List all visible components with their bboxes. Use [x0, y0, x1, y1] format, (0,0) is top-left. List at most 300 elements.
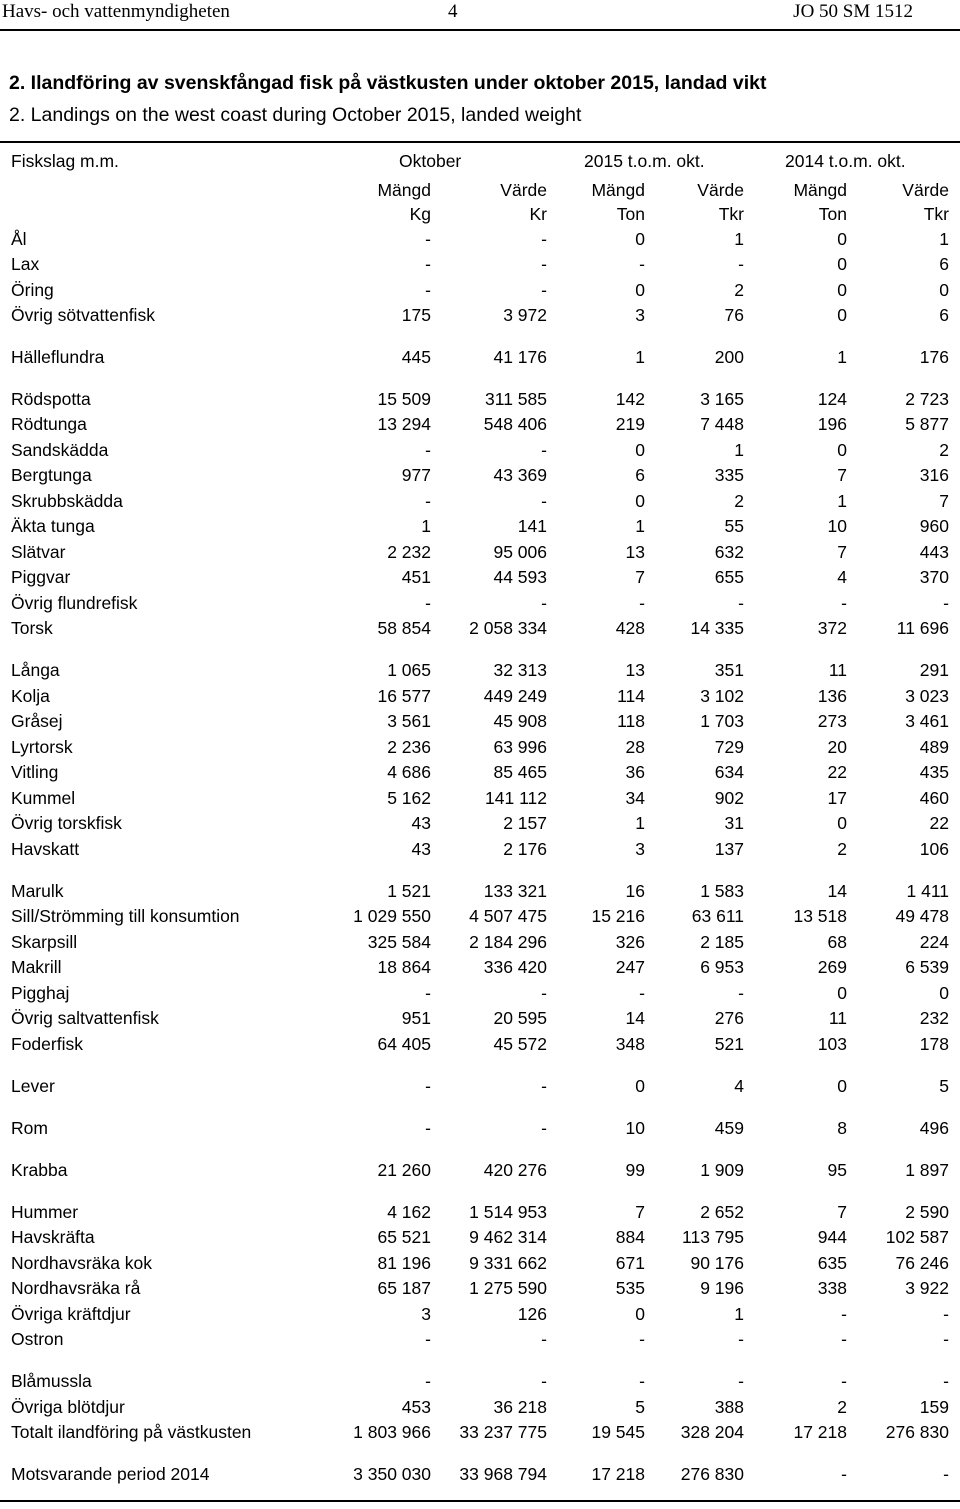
table-cell: 269	[817, 957, 847, 977]
table-cell: 176	[919, 347, 949, 367]
table-cell: -	[541, 229, 547, 249]
table-row	[0, 737, 960, 761]
table-cell: 428	[615, 618, 645, 638]
table-cell: -	[738, 593, 744, 613]
table-cell: 489	[919, 737, 949, 757]
table-cell: 6	[939, 254, 949, 274]
table-cell: 63 996	[493, 737, 547, 757]
table-cell: 17 218	[591, 1464, 645, 1484]
table-cell: -	[841, 1304, 847, 1324]
unit-header: Ton	[818, 204, 847, 224]
row-label: Krabba	[11, 1160, 68, 1180]
row-label: Piggvar	[11, 567, 71, 587]
table-row	[0, 983, 960, 1007]
table-cell: -	[943, 1329, 949, 1349]
table-cell: 7 448	[700, 414, 744, 434]
table-cell: -	[943, 1464, 949, 1484]
row-label: Gråsej	[11, 711, 63, 731]
table-row	[0, 932, 960, 956]
table-cell: -	[639, 1371, 645, 1391]
table-cell: 336 420	[483, 957, 547, 977]
row-label: Vitling	[11, 762, 59, 782]
table-cell: -	[943, 1371, 949, 1391]
table-cell: 10	[827, 516, 847, 536]
table-cell: 10	[625, 1118, 645, 1138]
unit-header: Kg	[409, 204, 431, 224]
table-cell: 14	[625, 1008, 645, 1028]
table-cell: 5 877	[905, 414, 949, 434]
row-label: Hälleflundra	[11, 347, 105, 367]
table-cell: 0	[837, 440, 847, 460]
table-cell: 11	[828, 660, 847, 680]
table-cell: 535	[615, 1278, 645, 1298]
table-cell: 1	[837, 491, 847, 511]
table-cell: 0	[837, 280, 847, 300]
table-cell: -	[425, 983, 431, 1003]
table-cell: 55	[724, 516, 744, 536]
table-cell: -	[541, 1118, 547, 1138]
table-cell: 2 058 334	[469, 618, 547, 638]
table-cell: 22	[827, 762, 847, 782]
table-row	[0, 280, 960, 304]
table-cell: 453	[401, 1397, 431, 1417]
table-cell: 34	[625, 788, 645, 808]
table-cell: -	[738, 983, 744, 1003]
table-cell: 175	[401, 305, 431, 325]
table-cell: 90 176	[690, 1253, 744, 1273]
row-label: Kolja	[11, 686, 50, 706]
table-row	[0, 542, 960, 566]
table-cell: 4 507 475	[469, 906, 547, 926]
table-cell: 944	[817, 1227, 847, 1247]
table-cell: 276 830	[680, 1464, 744, 1484]
table-cell: 21 260	[377, 1160, 431, 1180]
table-cell: 7	[635, 1202, 645, 1222]
table-cell: 0	[635, 1304, 645, 1324]
row-label: Marulk	[11, 881, 64, 901]
table-cell: 76 246	[895, 1253, 949, 1273]
table-row	[0, 389, 960, 413]
table-cell: 28	[625, 737, 645, 757]
table-cell: 118	[617, 711, 645, 731]
table-cell: 20	[827, 737, 847, 757]
table-top-rule	[0, 141, 960, 143]
table-cell: 1 803 966	[353, 1422, 431, 1442]
table-row	[0, 1118, 960, 1142]
table-cell: 460	[919, 788, 949, 808]
table-cell: 11 696	[896, 618, 949, 638]
table-cell: -	[425, 280, 431, 300]
table-cell: 902	[714, 788, 744, 808]
row-label: Äkta tunga	[11, 516, 95, 536]
table-row	[0, 1304, 960, 1328]
table-cell: 43	[411, 813, 431, 833]
table-cell: 5	[635, 1397, 645, 1417]
table-row	[0, 1160, 960, 1184]
table-cell: 496	[919, 1118, 949, 1138]
table-cell: 325 584	[367, 932, 431, 952]
row-label: Övrig flundrefisk	[11, 593, 138, 613]
table-cell: 4	[837, 567, 847, 587]
row-label: Skarpsill	[11, 932, 78, 952]
row-label: Torsk	[11, 618, 53, 638]
table-cell: 1	[734, 229, 744, 249]
table-cell: -	[425, 1329, 431, 1349]
table-cell: 632	[714, 542, 744, 562]
measure-header: Mängd	[793, 180, 847, 200]
table-cell: 13 294	[377, 414, 431, 434]
table-cell: 960	[919, 516, 949, 536]
table-cell: 1	[421, 516, 431, 536]
row-label: Sandskädda	[11, 440, 109, 460]
table-cell: 2 157	[503, 813, 547, 833]
table-cell: 219	[615, 414, 645, 434]
table-cell: -	[841, 1329, 847, 1349]
table-cell: 13	[625, 660, 645, 680]
table-cell: 3	[635, 305, 645, 325]
table-cell: 5 162	[387, 788, 431, 808]
table-cell: 1 897	[905, 1160, 949, 1180]
table-cell: -	[425, 440, 431, 460]
table-cell: 634	[714, 762, 744, 782]
table-cell: 443	[919, 542, 949, 562]
row-label: Lyrtorsk	[11, 737, 73, 757]
row-label: Sill/Strömming till konsumtion	[11, 906, 240, 926]
header-rule	[0, 29, 960, 31]
table-cell: 1 521	[387, 881, 431, 901]
table-row	[0, 229, 960, 253]
row-label: Nordhavsräka kok	[11, 1253, 153, 1273]
table-cell: 106	[919, 839, 949, 859]
unit-header: Kr	[529, 204, 547, 224]
table-cell: 43 369	[493, 465, 547, 485]
table-cell: 0	[635, 491, 645, 511]
table-cell: 435	[919, 762, 949, 782]
table-row	[0, 414, 960, 438]
table-cell: 1	[734, 440, 744, 460]
table-cell: 2 232	[387, 542, 431, 562]
table-cell: 977	[401, 465, 431, 485]
table-cell: 22	[929, 813, 949, 833]
table-cell: -	[943, 1304, 949, 1324]
table-cell: 1 065	[387, 660, 431, 680]
table-cell: 33 968 794	[459, 1464, 547, 1484]
table-row	[0, 660, 960, 684]
table-cell: 58 854	[377, 618, 431, 638]
measure-header: Mängd	[591, 180, 645, 200]
table-cell: 114	[617, 686, 645, 706]
table-cell: 1 514 953	[469, 1202, 547, 1222]
table-cell: 1	[939, 229, 949, 249]
table-cell: 7	[939, 491, 949, 511]
table-cell: 2 185	[700, 932, 744, 952]
row-label: Blåmussla	[11, 1371, 92, 1391]
row-label: Övrig saltvattenfisk	[11, 1008, 159, 1028]
table-row	[0, 305, 960, 329]
table-row	[0, 711, 960, 735]
table-cell: 2 176	[503, 839, 547, 859]
table-cell: -	[639, 254, 645, 274]
table-cell: -	[425, 1371, 431, 1391]
table-cell: -	[738, 254, 744, 274]
table-cell: 33 237 775	[459, 1422, 547, 1442]
table-cell: 0	[635, 229, 645, 249]
table-cell: 1	[734, 1304, 744, 1324]
table-row	[0, 1329, 960, 1353]
measure-header: Värde	[500, 180, 547, 200]
table-cell: 5	[939, 1076, 949, 1096]
row-label: Makrill	[11, 957, 62, 977]
table-cell: 335	[714, 465, 744, 485]
table-cell: 1 411	[906, 881, 949, 901]
table-cell: 31	[724, 813, 744, 833]
table-cell: -	[841, 1464, 847, 1484]
table-row	[0, 1422, 960, 1446]
table-cell: 0	[837, 1076, 847, 1096]
row-label: Slätvar	[11, 542, 66, 562]
table-cell: 19 545	[591, 1422, 645, 1442]
table-cell: 0	[837, 813, 847, 833]
table-row	[0, 1227, 960, 1251]
table-cell: 99	[625, 1160, 645, 1180]
table-cell: 1	[635, 516, 645, 536]
table-cell: 445	[401, 347, 431, 367]
table-row	[0, 516, 960, 540]
table-cell: 65 187	[377, 1278, 431, 1298]
row-label: Nordhavsräka rå	[11, 1278, 141, 1298]
table-cell: 3 561	[387, 711, 431, 731]
table-cell: 15 216	[591, 906, 645, 926]
table-cell: 16	[625, 881, 645, 901]
page-header	[0, 0, 960, 26]
table-cell: 20 595	[493, 1008, 547, 1028]
table-row	[0, 839, 960, 863]
table-cell: 159	[919, 1397, 949, 1417]
table-row	[0, 686, 960, 710]
table-cell: 85 465	[493, 762, 547, 782]
row-label: Hummer	[11, 1202, 79, 1222]
table-row	[0, 788, 960, 812]
table-row	[0, 1008, 960, 1032]
header-agency: Havs- och vattenmyndigheten	[2, 1, 230, 22]
table-cell: 884	[615, 1227, 645, 1247]
row-label: Skrubbskädda	[11, 491, 123, 511]
unit-header: Tkr	[718, 204, 744, 224]
row-header-label: Fiskslag m.m.	[11, 151, 119, 171]
row-label: Rom	[11, 1118, 48, 1138]
table-cell: 3 922	[905, 1278, 949, 1298]
table-cell: -	[541, 254, 547, 274]
group-header-2015-ytd: 2015 t.o.m. okt.	[584, 151, 705, 171]
table-cell: 3 102	[700, 686, 744, 706]
table-row	[0, 1202, 960, 1226]
table-cell: 4 162	[387, 1202, 431, 1222]
table-cell: 6 953	[700, 957, 744, 977]
row-label: Bergtunga	[11, 465, 92, 485]
table-cell: -	[639, 983, 645, 1003]
table-cell: -	[541, 491, 547, 511]
table-row	[0, 1076, 960, 1100]
row-label: Rödspotta	[11, 389, 91, 409]
table-cell: 7	[837, 465, 847, 485]
table-cell: 372	[817, 618, 847, 638]
header-page-number: 4	[448, 1, 458, 22]
table-cell: 14	[827, 881, 847, 901]
table-cell: 7	[837, 1202, 847, 1222]
table-cell: 1 275 590	[469, 1278, 547, 1298]
table-cell: 124	[817, 389, 847, 409]
table-cell: 103	[817, 1034, 847, 1054]
table-cell: 1	[635, 347, 645, 367]
table-cell: 3 165	[700, 389, 744, 409]
table-cell: 0	[837, 983, 847, 1003]
table-row	[0, 906, 960, 930]
table-row	[0, 813, 960, 837]
table-cell: -	[425, 593, 431, 613]
table-cell: 65 521	[377, 1227, 431, 1247]
table-title-swedish: 2. Ilandföring av svenskfångad fisk på västkusten under oktober 2015, landad vikt	[9, 72, 767, 94]
table-cell: 420 276	[483, 1160, 547, 1180]
table-cell: 3 350 030	[353, 1464, 431, 1484]
table-cell: 316	[919, 465, 949, 485]
table-cell: -	[541, 983, 547, 1003]
table-cell: -	[738, 1371, 744, 1391]
table-cell: 63 611	[691, 906, 744, 926]
table-cell: 276	[714, 1008, 744, 1028]
table-cell: -	[425, 229, 431, 249]
measure-header: Värde	[902, 180, 949, 200]
table-cell: 328 204	[680, 1422, 744, 1442]
table-cell: 11	[828, 1008, 847, 1028]
table-cell: 0	[635, 1076, 645, 1096]
table-cell: 41 176	[493, 347, 547, 367]
table-cell: 200	[714, 347, 744, 367]
table-cell: 388	[714, 1397, 744, 1417]
table-cell: 635	[817, 1253, 847, 1273]
table-row	[0, 593, 960, 617]
table-cell: -	[639, 593, 645, 613]
table-cell: 13	[625, 542, 645, 562]
table-row	[0, 465, 960, 489]
row-label: Övrig torskfisk	[11, 813, 122, 833]
table-cell: 102 587	[885, 1227, 949, 1247]
table-cell: 2	[837, 839, 847, 859]
row-label: Långa	[11, 660, 60, 680]
table-cell: 126	[517, 1304, 547, 1324]
row-label: Havskräfta	[11, 1227, 95, 1247]
table-cell: 7	[837, 542, 847, 562]
row-label: Ostron	[11, 1329, 64, 1349]
table-cell: 64 405	[377, 1034, 431, 1054]
table-row	[0, 1371, 960, 1395]
row-label: Motsvarande period 2014	[11, 1464, 210, 1484]
table-cell: 14 335	[690, 618, 744, 638]
table-cell: -	[541, 1329, 547, 1349]
table-cell: 0	[837, 254, 847, 274]
table-cell: 311 585	[485, 389, 547, 409]
table-cell: 2	[734, 491, 744, 511]
table-cell: 2 723	[905, 389, 949, 409]
table-row	[0, 440, 960, 464]
table-cell: 671	[615, 1253, 645, 1273]
table-row	[0, 254, 960, 278]
table-cell: -	[541, 593, 547, 613]
table-row	[0, 1034, 960, 1058]
table-cell: 0	[635, 280, 645, 300]
table-title-english: 2. Landings on the west coast during October 2015, landed weight	[9, 104, 582, 126]
table-cell: 0	[939, 280, 949, 300]
table-cell: -	[541, 1371, 547, 1391]
table-cell: -	[425, 254, 431, 274]
table-cell: 2	[837, 1397, 847, 1417]
table-cell: 951	[401, 1008, 431, 1028]
table-cell: 1	[635, 813, 645, 833]
table-cell: -	[639, 1329, 645, 1349]
table-cell: 95 006	[493, 542, 547, 562]
table-cell: 326	[615, 932, 645, 952]
table-cell: 49 478	[895, 906, 949, 926]
table-cell: 1	[837, 347, 847, 367]
table-cell: 17	[827, 788, 847, 808]
table-row	[0, 347, 960, 371]
measure-header: Mängd	[377, 180, 431, 200]
table-cell: 9 196	[700, 1278, 744, 1298]
table-row	[0, 957, 960, 981]
table-cell: 178	[919, 1034, 949, 1054]
table-cell: 548 406	[483, 414, 547, 434]
table-cell: 1 909	[700, 1160, 744, 1180]
table-cell: 3	[635, 839, 645, 859]
group-header-2014-ytd: 2014 t.o.m. okt.	[785, 151, 906, 171]
table-cell: -	[541, 1076, 547, 1096]
table-cell: 44 593	[493, 567, 547, 587]
table-cell: 36 218	[493, 1397, 547, 1417]
row-label: Foderfisk	[11, 1034, 83, 1054]
table-cell: 6	[635, 465, 645, 485]
table-cell: 224	[919, 932, 949, 952]
table-cell: 8	[837, 1118, 847, 1138]
unit-header: Ton	[616, 204, 645, 224]
table-cell: 6 539	[905, 957, 949, 977]
table-cell: 459	[714, 1118, 744, 1138]
table-cell: 451	[401, 567, 431, 587]
row-label: Totalt ilandföring på västkusten	[11, 1422, 252, 1442]
table-cell: 1 583	[700, 881, 744, 901]
table-cell: 3 972	[503, 305, 547, 325]
table-row	[0, 1278, 960, 1302]
row-label: Lever	[11, 1076, 55, 1096]
table-cell: 2 236	[387, 737, 431, 757]
table-cell: 7	[635, 567, 645, 587]
row-label: Lax	[11, 254, 40, 274]
measure-header: Värde	[697, 180, 744, 200]
table-row	[0, 618, 960, 642]
table-cell: 0	[837, 229, 847, 249]
table-cell: -	[425, 1118, 431, 1138]
table-cell: 141 112	[485, 788, 547, 808]
header-report-id: JO 50 SM 1512	[793, 1, 913, 22]
table-cell: 0	[939, 983, 949, 1003]
table-cell: 15 509	[377, 389, 431, 409]
row-label: Övriga kräftdjur	[11, 1304, 131, 1324]
table-cell: 2	[734, 280, 744, 300]
table-cell: 133 321	[483, 881, 547, 901]
table-cell: 13 518	[793, 906, 847, 926]
table-cell: 3 461	[905, 711, 949, 731]
table-cell: 729	[714, 737, 744, 757]
table-cell: 137	[714, 839, 744, 859]
table-cell: 32 313	[493, 660, 547, 680]
